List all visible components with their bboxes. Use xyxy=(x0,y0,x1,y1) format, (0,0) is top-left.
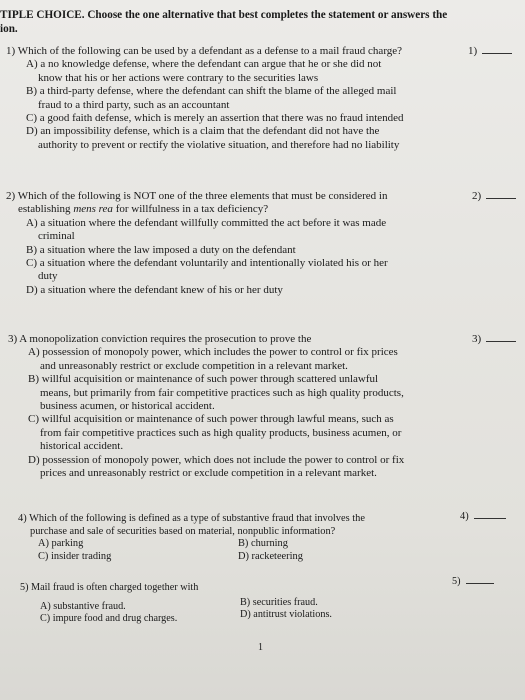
question-3-option-a-cont: and unreasonably restrict or exclude competition in a relevant market. xyxy=(40,359,348,372)
answer-blank-2[interactable] xyxy=(472,190,516,202)
question-1-stem: 1) Which of the following can be used by a defendant as a defense to a mail fraud charge? xyxy=(6,45,403,57)
question-3-stem: 3) A monopolization conviction requires the prosecution to prove the xyxy=(8,333,312,345)
question-2-stem-cont: establishing mens rea for willfulness in a tax deficiency? xyxy=(18,203,269,216)
page-number: 1 xyxy=(258,642,263,653)
question-5-option-c: C) impure food and drug charges. xyxy=(40,613,178,625)
question-5-option-b: B) securities fraud. xyxy=(240,596,318,608)
question-4-option-a: A) parking xyxy=(38,538,84,550)
question-5-stem: 5) Mail fraud is often charged together with xyxy=(20,582,199,593)
question-4-option-b: B) churning xyxy=(238,538,288,550)
question-1-option-a-cont: know that his or her actions were contrary to the securities laws xyxy=(38,71,319,84)
question-2-option-b: B) a situation where the law imposed a duty on the defendant xyxy=(26,243,296,256)
question-1-option-b: B) a third-party defense, where the defendant can shift the blame of the alleged mail xyxy=(26,85,397,98)
question-3-option-b-cont: means, but primarily from fair competitive practices such as high quality products, xyxy=(40,386,404,399)
question-2-option-c: C) a situation where the defendant voluntarily and intentionally violated his or her xyxy=(26,257,388,270)
mens-rea-term: mens rea xyxy=(73,203,113,216)
question-4-stem-cont: purchase and sale of securities based on material, nonpublic information? xyxy=(30,525,336,537)
answer-blank-4-label: 4) xyxy=(460,511,469,522)
answer-blank-5[interactable] xyxy=(452,576,494,587)
question-3 xyxy=(8,333,404,480)
answer-blank-3[interactable] xyxy=(472,333,516,345)
question-4-options-row-1 xyxy=(18,538,418,551)
answer-blank-1-label: 1) xyxy=(468,45,478,57)
question-5-option-d: D) antitrust violations. xyxy=(240,609,332,621)
question-4-option-c: C) insider trading xyxy=(38,550,112,562)
answer-blank-3-label: 3) xyxy=(472,333,482,345)
header-line-2: ion. xyxy=(0,23,18,35)
question-1 xyxy=(6,45,404,152)
question-3-option-a: A) possession of monopoly power, which includes the power to control or fix prices xyxy=(28,346,398,359)
answer-blank-1[interactable] xyxy=(468,45,512,57)
question-1-option-b-cont: fraud to a third party, such as an accountant xyxy=(38,98,230,111)
question-4-options-row-2 xyxy=(18,551,418,564)
question-1-option-d: D) an impossibility defense, which is a claim that the defendant did not have the xyxy=(26,125,380,138)
question-3-option-c-cont: from fair competitive practices such as high quality products, business acumen, or xyxy=(40,426,402,439)
question-4-option-d: D) racketeering xyxy=(238,550,303,562)
question-4-stem: 4) Which of the following is defined as a type of substantive fraud that involves the xyxy=(18,513,365,524)
question-3-option-b: B) willful acquisition or maintenance of such power through scattered unlawful xyxy=(28,373,379,386)
question-1-option-a: A) a no knowledge defense, where the defendant can argue that he or she did not xyxy=(26,58,382,71)
question-2-option-a: A) a situation where the defendant willfully committed the act before it was made xyxy=(26,216,387,229)
question-2-option-d: D) a situation where the defendant knew of his or her duty xyxy=(26,283,283,296)
question-2-option-a-cont: criminal xyxy=(38,230,75,243)
question-3-option-c-cont-2: historical accident. xyxy=(40,440,124,453)
question-1-option-d-cont: authority to prevent or rectify the violative situation, and therefore had no liability xyxy=(38,138,400,151)
answer-blank-5-label: 5) xyxy=(452,576,461,587)
question-3-option-d-cont: prices and unreasonably restrict or exclude competition in a relevant market. xyxy=(40,467,377,480)
question-2 xyxy=(6,190,388,297)
answer-blank-2-label: 2) xyxy=(472,190,482,202)
question-2-stem: 2) Which of the following is NOT one of the three elements that must be considered in xyxy=(6,190,388,202)
question-1-option-c: C) a good faith defense, which is merely an assertion that there was no fraud intended xyxy=(26,112,404,125)
question-5 xyxy=(20,582,420,626)
answer-blank-4[interactable] xyxy=(460,511,506,522)
question-3-option-c: C) willful acquisition or maintenance of such power through lawful means, such as xyxy=(28,413,394,426)
question-4 xyxy=(18,513,418,563)
section-header xyxy=(0,8,510,36)
question-2-option-c-cont: duty xyxy=(38,270,58,283)
header-line-1: TIPLE CHOICE. Choose the one alternative that best completes the statement or answers the xyxy=(0,9,448,21)
question-3-option-b-cont-2: business acumen, or historical accident. xyxy=(40,400,215,413)
question-5-options-row-2 xyxy=(20,609,420,626)
question-5-option-a: A) substantive fraud. xyxy=(40,600,126,612)
question-3-option-d: D) possession of monopoly power, which does not include the power to control or fix xyxy=(28,453,405,466)
